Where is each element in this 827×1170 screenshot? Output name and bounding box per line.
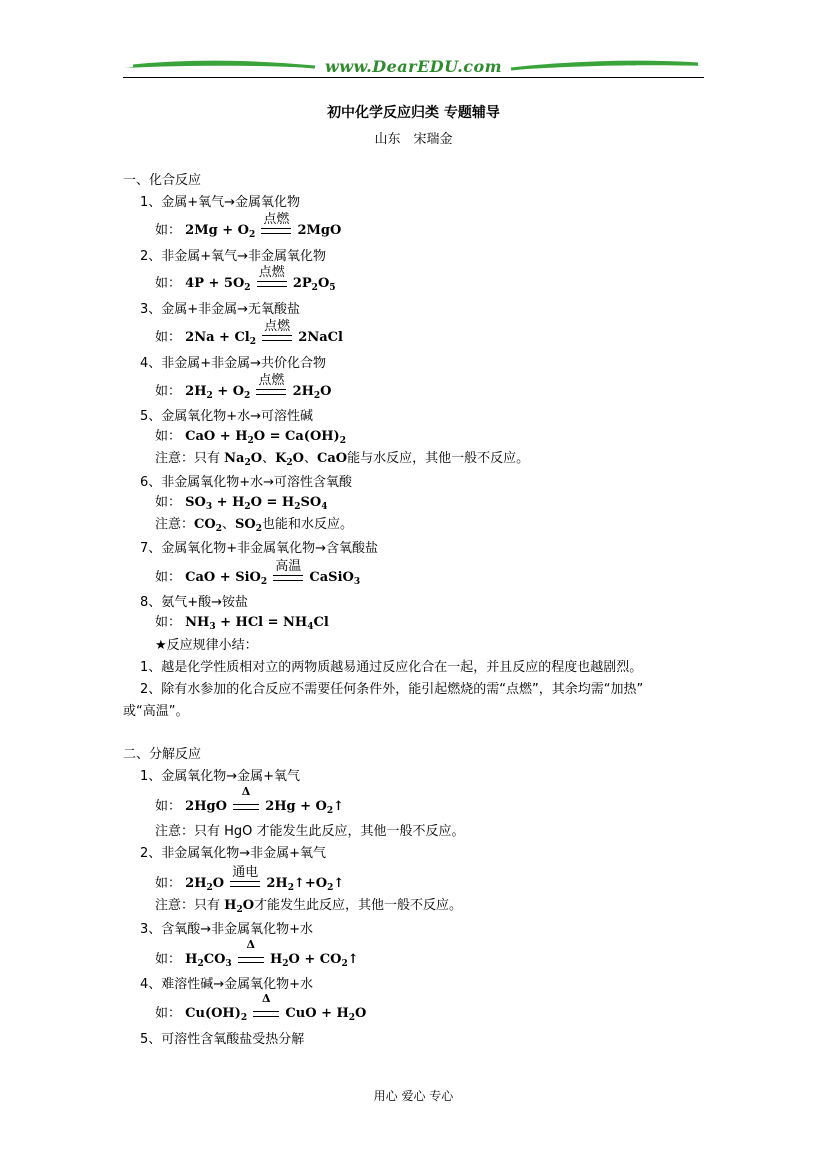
page-footer: 用心 爱心 专心 bbox=[373, 1089, 454, 1103]
list-item: 1、金属+氧气→金属氧化物 bbox=[140, 195, 301, 210]
list-item: 5、可溶性含氧酸盐受热分解 bbox=[140, 1032, 305, 1047]
list-item: 5、金属氧化物+水→可溶性碱 bbox=[140, 409, 314, 424]
summary-title: ★反应规律小结： bbox=[155, 638, 258, 653]
note: 注意：$CO_2$、$SO_2$也能和水反应。 bbox=[155, 517, 353, 534]
note: 注意：只有 $Na_2O$、$K_2O$、CaO能与水反应，其他一般不反应。 bbox=[155, 451, 530, 468]
header-rule bbox=[123, 77, 704, 78]
example-equation: 如： CaO + SiO$_2$ 高温 CaSiO$_3$ bbox=[155, 559, 361, 587]
example-equation: 如： $NH_3$ + HCl = $NH_4Cl$ bbox=[155, 615, 329, 632]
section-heading-decomposition: 二、分解反应 bbox=[123, 747, 202, 762]
list-item: 3、金属+非金属→无氧酸盐 bbox=[140, 302, 301, 317]
site-header-logo bbox=[123, 54, 704, 78]
example-equation: 如： $H_2CO_3$ Δ $H_2O$ + $CO_2↑$ bbox=[155, 938, 359, 969]
list-item: 4、非金属+非金属→共价化合物 bbox=[140, 356, 327, 371]
list-item: 3、含氧酸→非金属氧化物+水 bbox=[140, 922, 314, 937]
example-equation: 如： $Cu(OH)_2$ Δ CuO + $H_2O$ bbox=[155, 992, 367, 1023]
section-heading-combination: 一、化合反应 bbox=[123, 173, 202, 188]
note: 注意：只有 $H_2O$才能发生此反应，其他一般不反应。 bbox=[155, 898, 463, 915]
list-item: 1、金属氧化物→金属+氧气 bbox=[140, 769, 301, 784]
example-equation: 如： $SO_3 + H_2O = H_2SO_4$ bbox=[155, 495, 328, 512]
summary-item-continued: 或“高温”。 bbox=[123, 704, 189, 719]
example-equation: 如： $2Mg + O_2$ 点燃 2MgO bbox=[155, 212, 342, 240]
example-equation: 如： $2H_2 + O_2$ 点燃 $2H_2O$ bbox=[155, 373, 332, 401]
example-equation: 如： $2H_2O$ 通电 $2H_2↑+O_2↑$ bbox=[155, 865, 345, 893]
list-item: 2、非金属氧化物→非金属+氧气 bbox=[140, 846, 327, 861]
example-equation: 如： $2Na + Cl_2$ 点燃 2NaCl bbox=[155, 319, 343, 347]
example-equation: 如： $4P + 5O_2$ 点燃 $2P_2O_5$ bbox=[155, 265, 336, 293]
list-item: 7、金属氧化物+非金属氧化物→含氧酸盐 bbox=[140, 541, 379, 556]
example-equation: 如： CaO + $H_2O = Ca(OH)_2$ bbox=[155, 429, 346, 446]
list-item: 4、难溶性碱→金属氧化物+水 bbox=[140, 977, 314, 992]
list-item: 6、非金属氧化物+水→可溶性含氧酸 bbox=[140, 475, 353, 490]
site-url: www.DearEDU.com bbox=[324, 57, 503, 76]
summary-item: 2、除有水参加的化合反应不需要任何条件外，能引起燃烧的需“点燃”，其余均需“加热” bbox=[140, 682, 644, 697]
document-title: 初中化学反应归类 专题辅导 bbox=[327, 105, 500, 121]
list-item: 8、氨气+酸→铵盐 bbox=[140, 595, 249, 610]
example-equation: 如： 2HgO Δ $2Hg + O_2↑$ bbox=[155, 785, 345, 816]
summary-item: 1、越是化学性质相对立的两物质越易通过反应化合在一起，并且反应的程度也越剧烈。 bbox=[140, 660, 643, 675]
document-author: 山东 宋瑞金 bbox=[374, 132, 453, 147]
note: 注意：只有 HgO 才能发生此反应，其他一般不反应。 bbox=[155, 824, 465, 839]
list-item: 2、非金属+氧气→非金属氧化物 bbox=[140, 249, 327, 264]
